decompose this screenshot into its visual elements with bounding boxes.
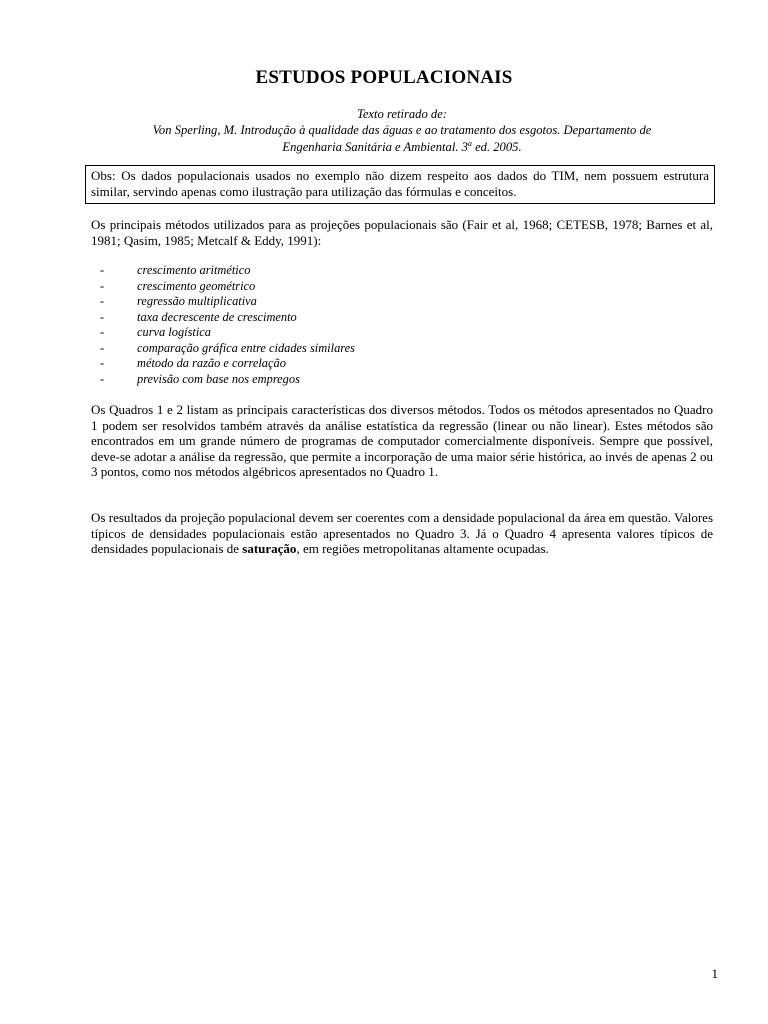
density-paragraph — [91, 510, 713, 557]
edition-superscript: a — [467, 138, 472, 148]
source-reference-text: Engenharia Sanitária e Ambiental. 3 — [282, 139, 468, 154]
document-title: ESTUDOS POPULACIONAIS — [255, 67, 513, 88]
list-item — [100, 310, 500, 326]
density-paragraph-end: , em regiões metropolitanas altamente ocupadas. — [296, 541, 549, 557]
list-bullet: - — [100, 356, 105, 370]
source-reference-line2 — [100, 139, 704, 155]
list-bullet: - — [100, 294, 105, 308]
list-bullet: - — [100, 263, 105, 277]
density-paragraph-text: Os resultados da projeção populacional devem ser coerentes com a densidade populacional da área em questão. Valores típicos de densidades populacionais estão apresentados no Quadro 3. Já o Quadro 4 apresenta valores típicos de densidades populacionais de — [91, 510, 713, 557]
page-number: 1 — [711, 966, 718, 981]
source-intro: Texto retirado de: — [356, 107, 447, 121]
list-item — [100, 356, 500, 372]
list-item — [100, 279, 500, 295]
quadros-paragraph: Os Quadros 1 e 2 listam as principais características dos diversos métodos. Todos os métodos apresentados no Quadro 1 podem ser resolvidos também através da análise estatística da regressão (linear ou não linear). Estes métodos são encontrados em um grande número de programas de computador comercialmente disponíveis. Sempre que possível, deve-se adotar a análise da regressão, que permite a incorporação de uma maior série histórica, ao invés de apenas 2 ou 3 pontos, como nos métodos algébricos apresentados no Quadro 1. — [91, 402, 713, 480]
list-item — [100, 263, 500, 279]
method-label: comparação gráfica entre cidades similares — [137, 340, 355, 355]
list-item — [100, 325, 500, 341]
source-citation — [100, 106, 704, 155]
intro-paragraph: Os principais métodos utilizados para as projeções populacionais são (Fair et al, 1968; CETESB, 1978; Barnes et al, 1981; Qasim, 1985; Metcalf & Eddy, 1991): — [91, 217, 713, 248]
list-bullet: - — [100, 309, 105, 324]
method-label: curva logística — [137, 325, 211, 339]
list-bullet: - — [100, 371, 105, 386]
list-item — [100, 294, 500, 310]
list-bullet: - — [100, 340, 105, 355]
observation-box: Obs: Os dados populacionais usados no exemplo não dizem respeito aos dados do TIM, nem possuem estrutura similar, servindo apenas como ilustração para utilização das fórmulas e conceitos. — [85, 165, 715, 204]
method-label: taxa decrescente de crescimento — [137, 309, 297, 324]
method-label: método da razão e correlação — [137, 356, 286, 370]
methods-list — [100, 263, 500, 387]
method-label: previsão com base nos empregos — [137, 371, 300, 386]
list-bullet: - — [100, 325, 105, 339]
saturation-bold-term: saturação — [242, 541, 297, 557]
method-label: regressão multiplicativa — [137, 294, 257, 308]
source-reference-line1: Von Sperling, M. Introdução à qualidade das águas e ao tratamento dos esgotos. Departamento de — [152, 123, 652, 138]
list-item — [100, 341, 500, 357]
list-bullet: - — [100, 278, 105, 293]
method-label: crescimento aritmético — [137, 263, 251, 277]
method-label: crescimento geométrico — [137, 278, 256, 293]
source-reference-edition: ed. 2005. — [471, 139, 522, 154]
list-item — [100, 372, 500, 388]
